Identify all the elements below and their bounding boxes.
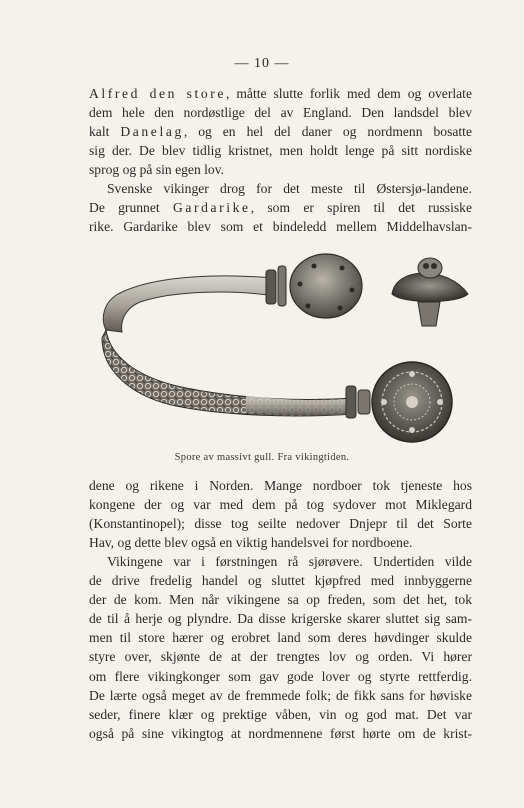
upper-arm: [103, 276, 274, 332]
line-rest: , og en hel del daner og nordmenn bosatte: [183, 124, 472, 140]
spaced-name: Gardarike: [172, 200, 251, 216]
text-line: Vikingene var i førstningen rå sjørøvere. Undertiden vilde: [107, 554, 472, 569]
text-line: rike. Gardarike blev som et bindeledd mellem Middelhavslan-: [89, 219, 472, 235]
text-line: sig der. De blev tidlig kristnet, men holdt lenge på sitt nordiske: [89, 143, 472, 159]
text-line: om flere vikingkonger som gav gode lover og styrte rettferdig.: [89, 668, 472, 684]
text-line: der de kom. Men når vikingene sa op freden, som det het, tok: [89, 592, 472, 608]
text-line: [89, 122, 472, 141]
text-line: også på sine vikingtog at nordmennene først hørte om de krist-: [89, 725, 472, 741]
text-line: dene og rikene i Norden. Mange nordboer tok tjeneste hos: [89, 478, 472, 493]
spur-illustration: [96, 246, 480, 446]
page-number: — 10 —: [234, 56, 290, 71]
text-line: styre over, skjønte de at der trengtes lov og orden. Vi hører: [89, 649, 472, 665]
paragraph-3: [89, 476, 472, 552]
text-line: dem hele den nordøstlige del av England. Den landsdel blev: [89, 105, 472, 121]
text-line: sprog og på sin egen lov.: [89, 162, 225, 178]
text-line: de til å herje og plyndre. Da disse krigerske skarer sluttet sig sam-: [89, 611, 472, 627]
spaced-name: Alfred den store: [89, 86, 227, 101]
line-pre: kalt: [89, 124, 121, 140]
line-pre: De grunnet: [89, 200, 173, 216]
text-line: De lærte også meget av de fremmede folk; de fikk sans for høviske: [89, 687, 472, 703]
text-line: (Konstantinopel); disse tog seilte nedover Dnjepr til det Sorte: [89, 516, 472, 532]
text-line: seder, finere klær og prektige våben, vin og god mat. Det var: [89, 706, 472, 722]
spaced-name: Danelag: [120, 124, 184, 140]
text-line: de drive fredelig handel og sluttet kjøpfred med innbyggerne: [89, 573, 472, 589]
text-line: [89, 198, 472, 217]
text-line: men til store hærer og erobret land som deres høvdinger skulde: [89, 630, 472, 646]
paragraph-1: [89, 84, 472, 179]
figure-caption: Spore av massivt gull. Fra vikingtiden.: [174, 452, 350, 463]
paragraph-4: [89, 552, 472, 743]
text-line: kongene der og var med dem på tog sydover mot Miklegard: [89, 497, 472, 513]
line-rest: , som er spiren til det russiske: [250, 200, 472, 216]
text-line: Hav, og dette blev også en viktig handelsvei for nordboene.: [89, 535, 413, 551]
text-line: [89, 84, 472, 103]
text-line: Svenske vikinger drog for det meste til Østersjø-landene.: [107, 181, 472, 196]
paragraph-2: [89, 179, 472, 236]
line-rest: , måtte slutte forlik med dem og overlate: [226, 86, 472, 101]
